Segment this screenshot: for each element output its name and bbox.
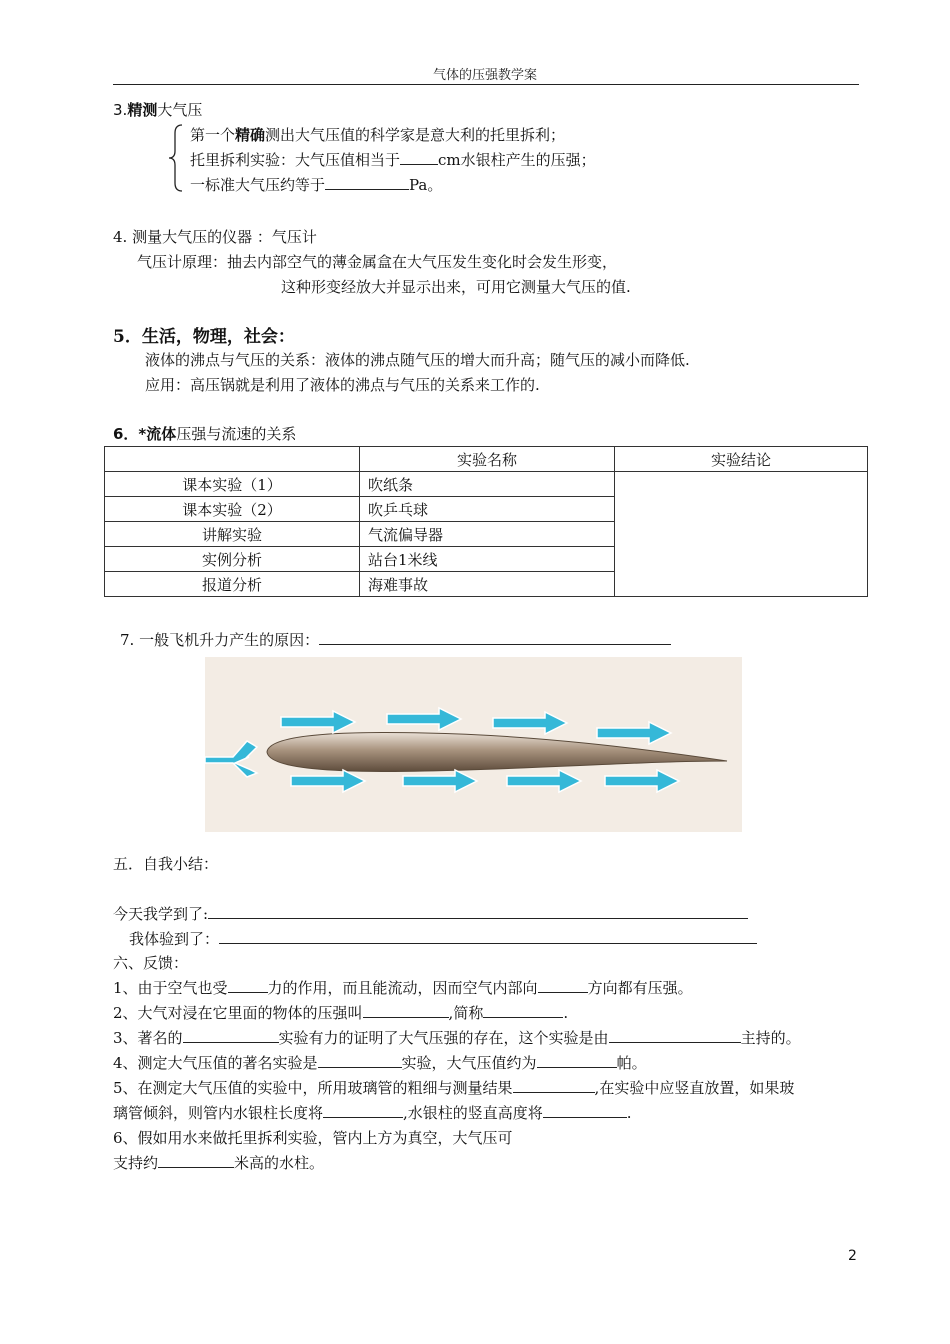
table-header-cell (105, 447, 360, 472)
section-5-line-2: 应用：高压锅就是利用了液体的沸点与气压的关系来工作的. (145, 376, 540, 394)
table-cell: 课本实验（1） (105, 472, 360, 497)
blank-field[interactable] (325, 175, 409, 190)
feedback-title: 六、反馈： (113, 954, 189, 972)
blank-field[interactable] (513, 1078, 595, 1093)
airflow-arrow-bottom (291, 770, 365, 792)
blank-field[interactable] (537, 1053, 617, 1068)
airfoil-illustration (205, 657, 742, 832)
blank-field[interactable] (400, 150, 438, 165)
blank-field[interactable] (323, 1103, 403, 1118)
blank-field[interactable] (158, 1153, 234, 1168)
airflow-arrow-bottom (605, 770, 679, 792)
table-header-cell: 实验结论 (615, 447, 868, 472)
airflow-arrow-bottom (507, 770, 581, 792)
table-cell: 课本实验（2） (105, 497, 360, 522)
table-header-row (105, 447, 868, 472)
incoming-airflow-arrow (205, 741, 257, 777)
summary-title: 五．自我小结： (113, 855, 219, 873)
feedback-q6-line-2: 支持约 米高的水柱。 (113, 1154, 325, 1172)
table-row (105, 472, 868, 497)
blank-field[interactable] (319, 630, 671, 645)
airflow-arrow-top (281, 711, 355, 733)
feedback-q2: 2、大气对浸在它里面的物体的压强叫 ,简称 . (113, 1004, 569, 1022)
feedback-q3: 3、著名的 实验有力的证明了大气压强的存在，这个实验是由 主持的。 (113, 1029, 801, 1047)
blank-field[interactable] (363, 1003, 449, 1018)
experiment-table (104, 446, 868, 597)
section-4-line-2: 这种形变经放大并显示出来，可用它测量大气压的值. (281, 278, 631, 296)
table-cell: 报道分析 (105, 572, 360, 597)
section-3-line-1: 第一个精确测出大气压值的科学家是意大利的托里拆利； (190, 126, 566, 144)
feedback-q5-line-1: 5、在测定大气压值的实验中，所用玻璃管的粗细与测量结果 ,在实验中应竖直放置，如果玻 (113, 1079, 795, 1097)
conclusion-cell[interactable] (615, 472, 868, 597)
section-4-title: 4. 测量大气压的仪器 ：气压计 (113, 228, 317, 246)
table-cell: 吹纸条 (360, 472, 615, 497)
section-5-title: 5．生活，物理，社会： (113, 327, 295, 347)
section-7-line: 7. 一般飞机升力产生的原因： (120, 629, 671, 650)
section-3-line-2: 托里拆利实验：大气压值相当于 cm水银柱产生的压强； (190, 151, 596, 169)
blank-field[interactable] (318, 1053, 402, 1068)
section-6-title: 6．*流体压强与流速的关系 (113, 425, 297, 443)
airflow-arrow-top (597, 722, 671, 744)
airflow-arrow-bottom (403, 770, 477, 792)
page-header: 气体的压强教学案 (432, 68, 537, 83)
feedback-q5-line-2: 璃管倾斜，则管内水银柱长度将 ,水银柱的竖直高度将 . (113, 1104, 632, 1122)
section-3-line-3: 一标准大气压约等于 Pa。 (190, 176, 443, 194)
section-5-line-1: 液体的沸点与气压的关系：液体的沸点随气压的增大而升高；随气压的减小而降低. (145, 351, 690, 369)
blank-field[interactable] (183, 1028, 279, 1043)
feedback-q1: 1、由于空气也受 力的作用，而且能流动，因而空气内部向 方向都有压强。 (113, 979, 693, 997)
table-cell: 吹乒乓球 (360, 497, 615, 522)
blank-field[interactable] (538, 978, 588, 993)
airfoil-figure (205, 657, 742, 832)
airflow-arrow-top (493, 712, 567, 734)
airflow-arrow-top (387, 708, 461, 730)
table-cell: 实例分析 (105, 547, 360, 572)
blank-field[interactable] (228, 978, 268, 993)
table-cell: 气流偏导器 (360, 522, 615, 547)
table-header-cell: 实验名称 (360, 447, 615, 472)
page-number: 2 (848, 1248, 857, 1264)
blank-field[interactable] (219, 929, 757, 944)
header-rule (113, 84, 859, 85)
blank-field[interactable] (543, 1103, 627, 1118)
table-cell: 海难事故 (360, 572, 615, 597)
blank-field[interactable] (609, 1028, 741, 1043)
feedback-q4: 4、测定大气压值的著名实验是 实验，大气压值约为 帕。 (113, 1054, 647, 1072)
table-cell: 站台1米线 (360, 547, 615, 572)
summary-learned: 今天我学到了: (113, 903, 748, 924)
blank-field[interactable] (208, 904, 748, 919)
feedback-q6-line-1: 6、假如用水来做托里拆利实验，管内上方为真空，大气压可 (113, 1129, 513, 1147)
table-cell: 讲解实验 (105, 522, 360, 547)
section-4-line-1: 气压计原理：抽去内部空气的薄金属盒在大气压发生变化时会发生形变， (137, 253, 618, 271)
section-3-title: 3.精测大气压 (113, 101, 203, 119)
curly-brace (168, 123, 184, 193)
blank-field[interactable] (483, 1003, 563, 1018)
summary-experienced: 我体验到了： (129, 928, 757, 949)
